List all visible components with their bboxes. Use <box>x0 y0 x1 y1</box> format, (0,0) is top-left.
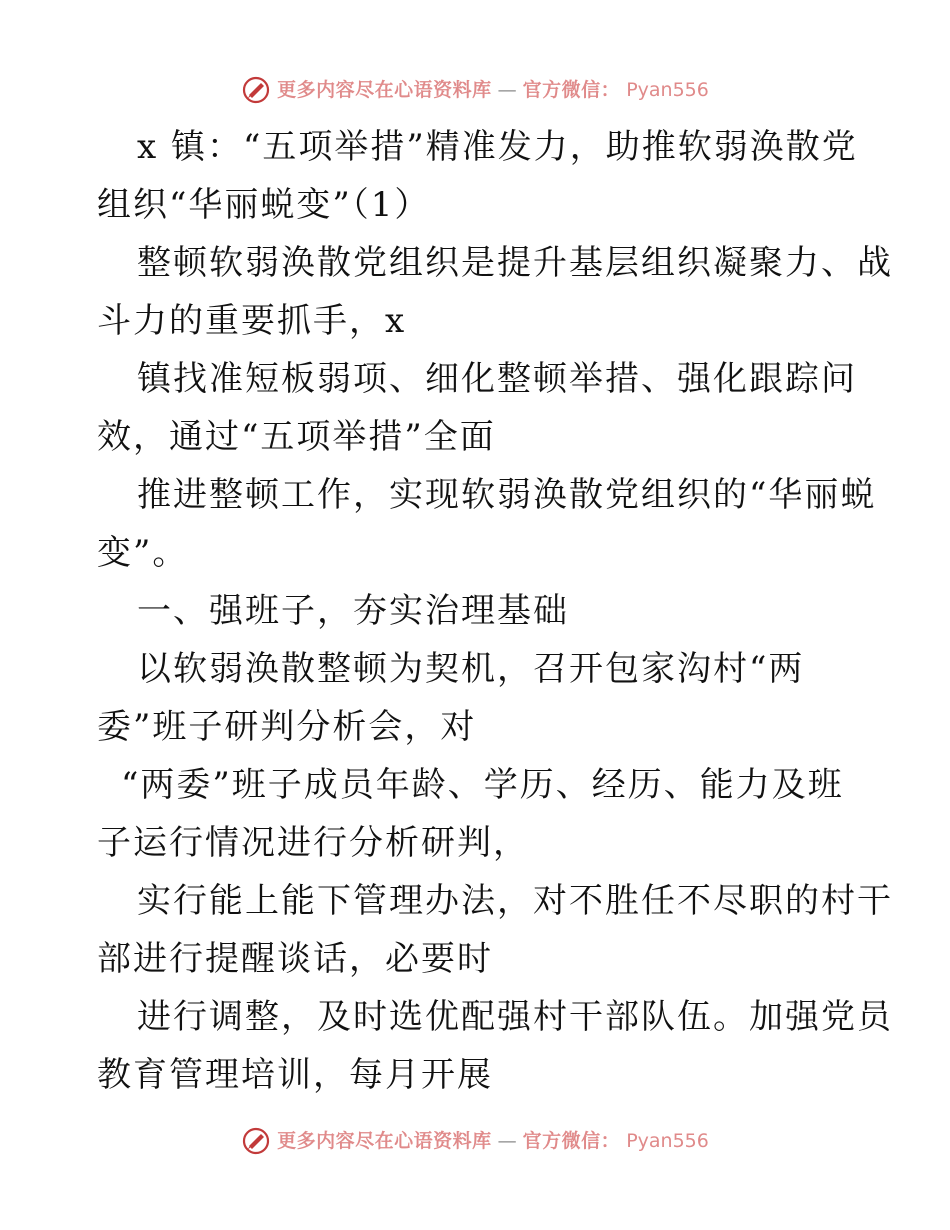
watermark-header <box>0 70 950 110</box>
watermark-footer <box>0 1121 950 1161</box>
text-line: 委”班子研判分析会，对 <box>97 707 477 747</box>
watermark-wechat-label: 官方微信： <box>522 1129 621 1152</box>
text-line: “两委”班子成员年龄、学历、经历、能力及班 <box>121 765 844 805</box>
document-body <box>97 118 893 1104</box>
text-line: 教育管理培训，每月开展 <box>97 1055 493 1095</box>
text-line: 实行能上能下管理办法，对不胜任不尽职的村干 <box>137 881 893 921</box>
title-line-1: x 镇：“五项举措”精准发力，助推软弱涣散党 <box>137 127 858 167</box>
watermark-brand: 更多内容尽在心语资料库 <box>277 78 492 101</box>
text-line: 推进整顿工作，实现软弱涣散党组织的“华丽蜕 <box>137 475 877 515</box>
text-line: 效，通过“五项举措”全面 <box>97 417 496 457</box>
text-line: 镇找准短板弱项、细化整顿举措、强化跟踪问 <box>137 359 857 399</box>
text-line: 斗力的重要抓手，x <box>97 301 407 341</box>
watermark-wechat-label: 官方微信： <box>522 78 621 101</box>
watermark-separator: — <box>497 1129 517 1152</box>
title-line-2: 组织“华丽蜕变”（1） <box>97 185 431 225</box>
text-line: 变”。 <box>97 533 189 573</box>
pen-seal-icon <box>241 1126 271 1156</box>
text-line: 子运行情况进行分析研判， <box>97 823 529 863</box>
watermark-wechat-id: Pyan556 <box>626 78 709 101</box>
text-line: 部进行提醒谈话，必要时 <box>97 939 493 979</box>
watermark-separator: — <box>497 78 517 101</box>
watermark-brand: 更多内容尽在心语资料库 <box>277 1129 492 1152</box>
text-line: 整顿软弱涣散党组织是提升基层组织凝聚力、战 <box>137 243 893 283</box>
text-line: 进行调整，及时选优配强村干部队伍。加强党员 <box>137 997 893 1037</box>
text-line: 以软弱涣散整顿为契机，召开包家沟村“两 <box>137 649 805 689</box>
watermark-wechat-id: Pyan556 <box>626 1129 709 1152</box>
pen-seal-icon <box>241 75 271 105</box>
section-heading: 一、强班子，夯实治理基础 <box>137 591 569 631</box>
